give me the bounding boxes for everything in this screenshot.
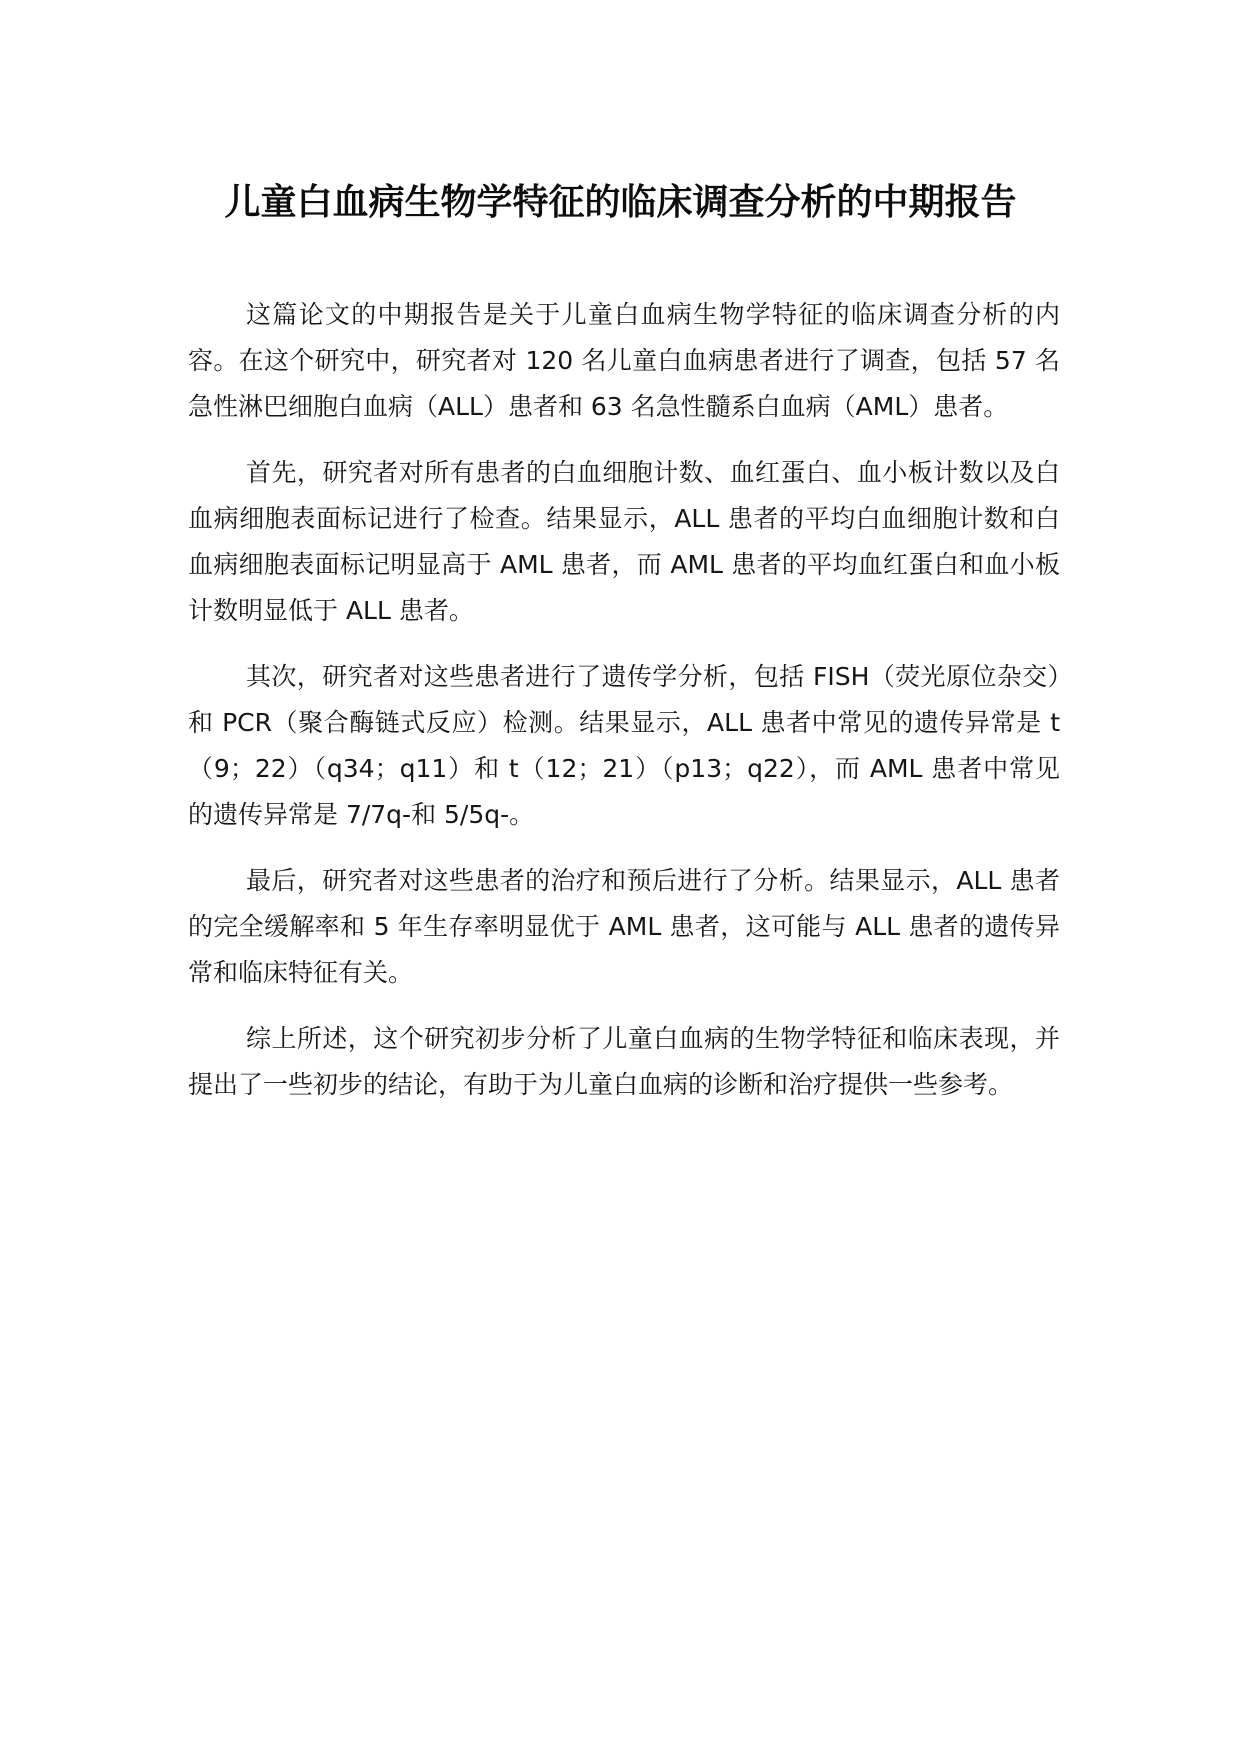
paragraph-intro: 这篇论文的中期报告是关于儿童白血病生物学特征的临床调查分析的内容。在这个研究中，研究者对 120 名儿童白血病患者进行了调查，包括 57 名急性淋巴细胞白血病（ALL）患者和 63 名急性髓系白血病（AML）患者。 [188,300,1060,421]
paragraph-conclusion: 综上所述，这个研究初步分析了儿童白血病的生物学特征和临床表现，并提出了一些初步的结论，有助于为儿童白血病的诊断和治疗提供一些参考。 [188,1024,1060,1099]
paragraph-blood-counts: 首先，研究者对所有患者的白血细胞计数、血红蛋白、血小板计数以及白血病细胞表面标记进行了检查。结果显示，ALL 患者的平均白血细胞计数和白血病细胞表面标记明显高于 AML 患者，而 AML 患者的平均血红蛋白和血小板计数明显低于 ALL 患者。 [188,458,1060,625]
paragraph-prognosis: 最后，研究者对这些患者的治疗和预后进行了分析。结果显示，ALL 患者的完全缓解率和 5 年生存率明显优于 AML 患者，这可能与 ALL 患者的遗传异常和临床特征有关。 [188,866,1060,987]
document-body [188,292,1060,1128]
document-title: 儿童白血病生物学特征的临床调查分析的中期报告 [224,182,1017,223]
paragraph-genetics: 其次，研究者对这些患者进行了遗传学分析，包括 FISH（荧光原位杂交）和 PCR（聚合酶链式反应）检测。结果显示，ALL 患者中常见的遗传异常是 t（9；22）（q34；q11）和 t（12；21）（p13；q22），而 AML 患者中常见的遗传异常是 7/7q-和 5/5q-。 [188,662,1060,829]
